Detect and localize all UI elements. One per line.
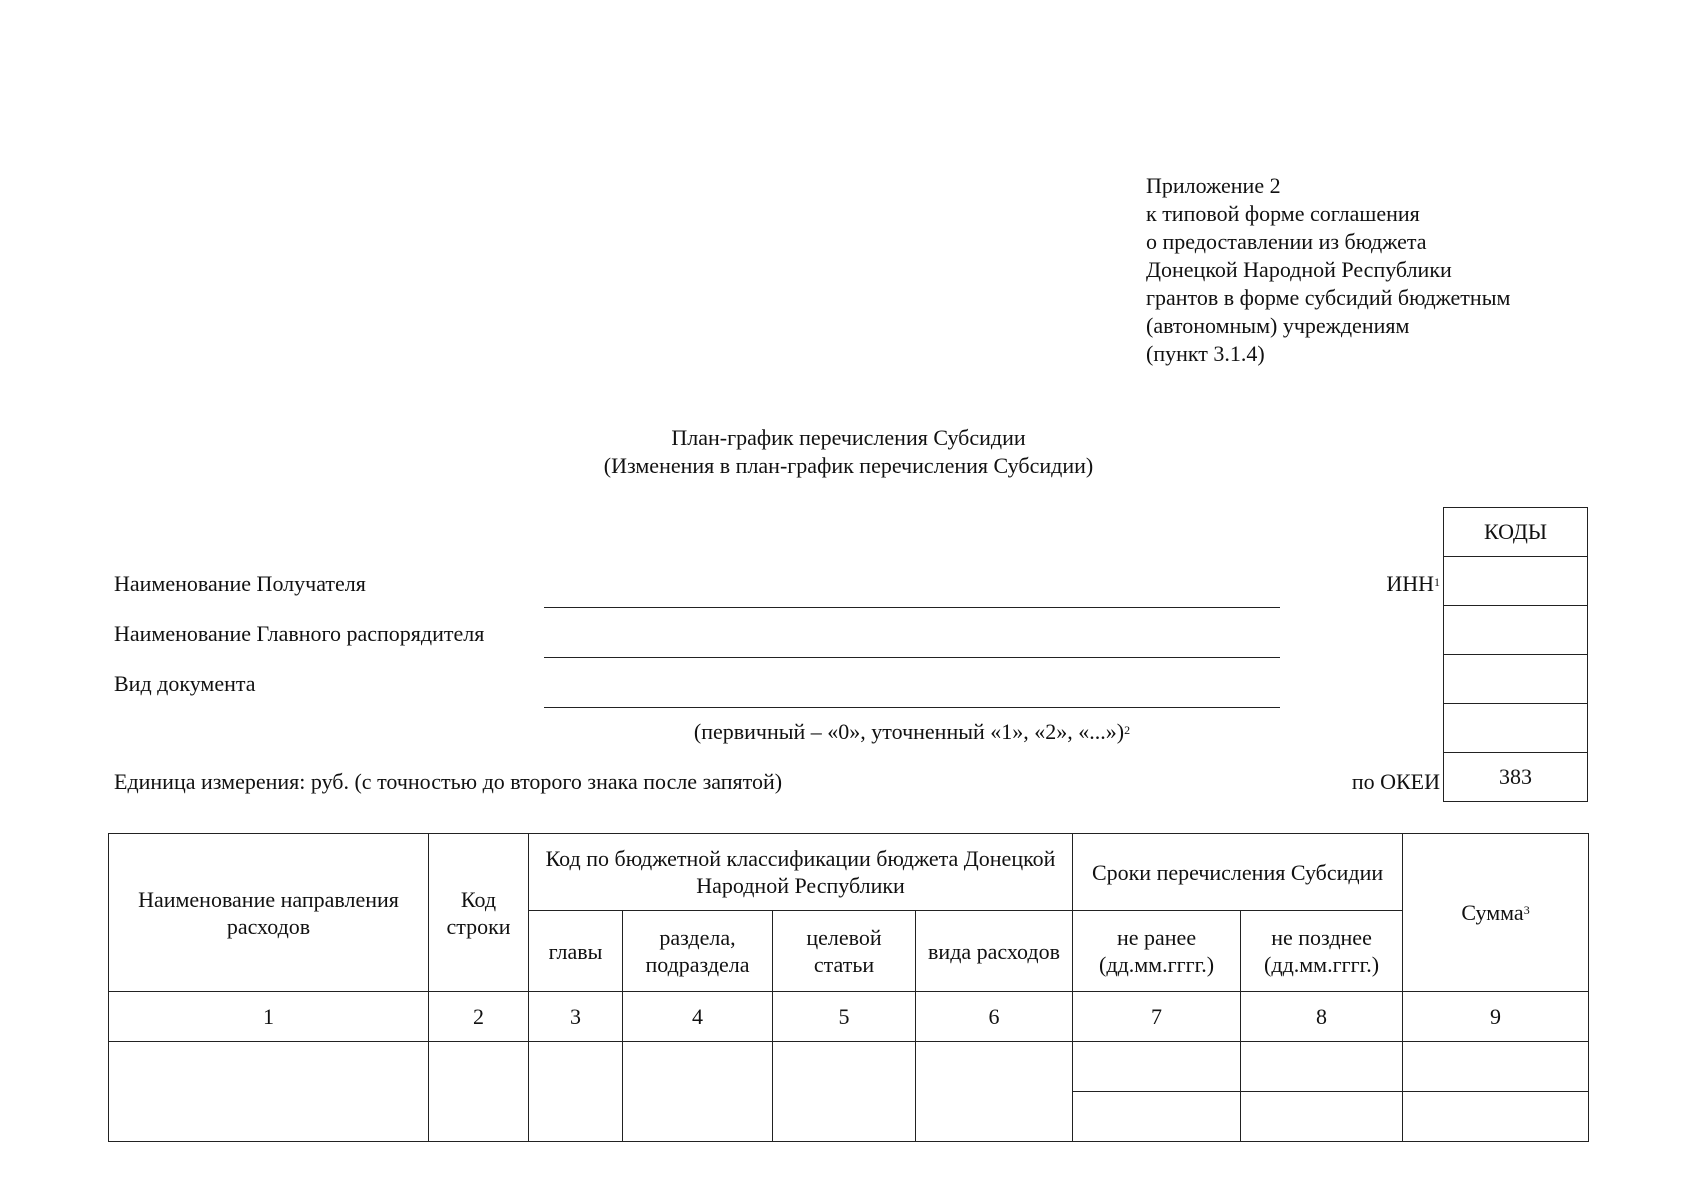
cell-section[interactable]	[623, 1042, 773, 1142]
okei-code-cell: 383	[1444, 753, 1588, 802]
codes-table	[1443, 507, 1588, 802]
cell-expense-type[interactable]	[916, 1042, 1073, 1142]
doc-type-code-cell[interactable]	[1444, 655, 1588, 704]
appendix-line: (пункт 3.1.4)	[1146, 341, 1265, 366]
inn-label-text: ИНН	[1386, 571, 1434, 596]
chief-manager-code-cell[interactable]	[1444, 606, 1588, 655]
appendix-line: Донецкой Народной Республики	[1146, 257, 1452, 282]
doc-type-note-text: (первичный – «0», уточненный «1», «2», «...»)	[693, 719, 1125, 744]
cell-term-from[interactable]	[1073, 1092, 1241, 1142]
col-header-expense-type: вида расходов	[916, 911, 1073, 992]
doc-type-input-line[interactable]	[544, 707, 1280, 708]
appendix-line: о предоставлении из бюджета	[1146, 229, 1427, 254]
col-header-term-from: не ранее (дд.мм.гггг.)	[1073, 911, 1241, 992]
cell-name[interactable]	[109, 1042, 429, 1142]
column-numbers-row	[109, 992, 1589, 1042]
col-header-name: Наименование направления расходов	[109, 834, 429, 992]
col-header-sum-text: Сумма	[1461, 900, 1524, 925]
cell-target[interactable]	[773, 1042, 916, 1142]
appendix-line: к типовой форме соглашения	[1146, 201, 1420, 226]
footnote-ref: 1	[1434, 575, 1440, 589]
col-number: 1	[109, 992, 429, 1042]
cell-code[interactable]	[429, 1042, 529, 1142]
appendix-line: грантов в форме субсидий бюджетным	[1146, 285, 1511, 310]
recipient-input-line[interactable]	[544, 607, 1280, 608]
page-subtitle: (Изменения в план-график перечисления Субсидии)	[603, 453, 1094, 478]
page-title: План-график перечисления Субсидии	[671, 425, 1026, 450]
col-number: 7	[1073, 992, 1241, 1042]
cell-sum[interactable]	[1403, 1042, 1589, 1092]
col-header-target: целевой статьи	[773, 911, 916, 992]
doc-type-label: Вид документа	[114, 671, 256, 696]
col-number: 2	[429, 992, 529, 1042]
doc-type-note	[544, 718, 1280, 746]
table-row	[109, 1042, 1589, 1092]
appendix-header	[1146, 172, 1510, 368]
col-group-terms: Сроки перечисления Субсидии	[1073, 834, 1403, 911]
col-number: 3	[529, 992, 623, 1042]
col-number: 9	[1403, 992, 1589, 1042]
cell-term-to[interactable]	[1241, 1092, 1403, 1142]
chief-manager-input-line[interactable]	[544, 657, 1280, 658]
col-group-kbk: Код по бюджетной классификации бюджета Донецкой Народной Республики	[529, 834, 1073, 911]
doc-type-number-cell[interactable]	[1444, 704, 1588, 753]
inn-label	[1300, 570, 1440, 598]
codes-header: КОДЫ	[1444, 508, 1588, 557]
appendix-line: Приложение 2	[1146, 173, 1281, 198]
unit-label: Единица измерения: руб. (с точностью до второго знака после запятой)	[114, 769, 783, 794]
col-number: 8	[1241, 992, 1403, 1042]
cell-chapter[interactable]	[529, 1042, 623, 1142]
inn-code-cell[interactable]	[1444, 557, 1588, 606]
col-header-chapter: главы	[529, 911, 623, 992]
col-header-term-to: не позднее (дд.мм.гггг.)	[1241, 911, 1403, 992]
appendix-line: (автономным) учреждениям	[1146, 313, 1410, 338]
col-number: 4	[623, 992, 773, 1042]
recipient-label: Наименование Получателя	[114, 571, 366, 596]
footnote-ref: 3	[1523, 903, 1530, 917]
col-number: 5	[773, 992, 916, 1042]
col-header-section: раздела, подраздела	[623, 911, 773, 992]
cell-term-to[interactable]	[1241, 1042, 1403, 1092]
cell-term-from[interactable]	[1073, 1042, 1241, 1092]
col-number: 6	[916, 992, 1073, 1042]
col-header-sum	[1403, 834, 1589, 992]
cell-sum[interactable]	[1403, 1092, 1589, 1142]
chief-manager-label: Наименование Главного распорядителя	[114, 621, 485, 646]
footnote-ref: 2	[1124, 723, 1131, 737]
okei-label: по ОКЕИ	[1351, 769, 1440, 794]
schedule-table	[108, 833, 1589, 1142]
col-header-code: Код строки	[429, 834, 529, 992]
